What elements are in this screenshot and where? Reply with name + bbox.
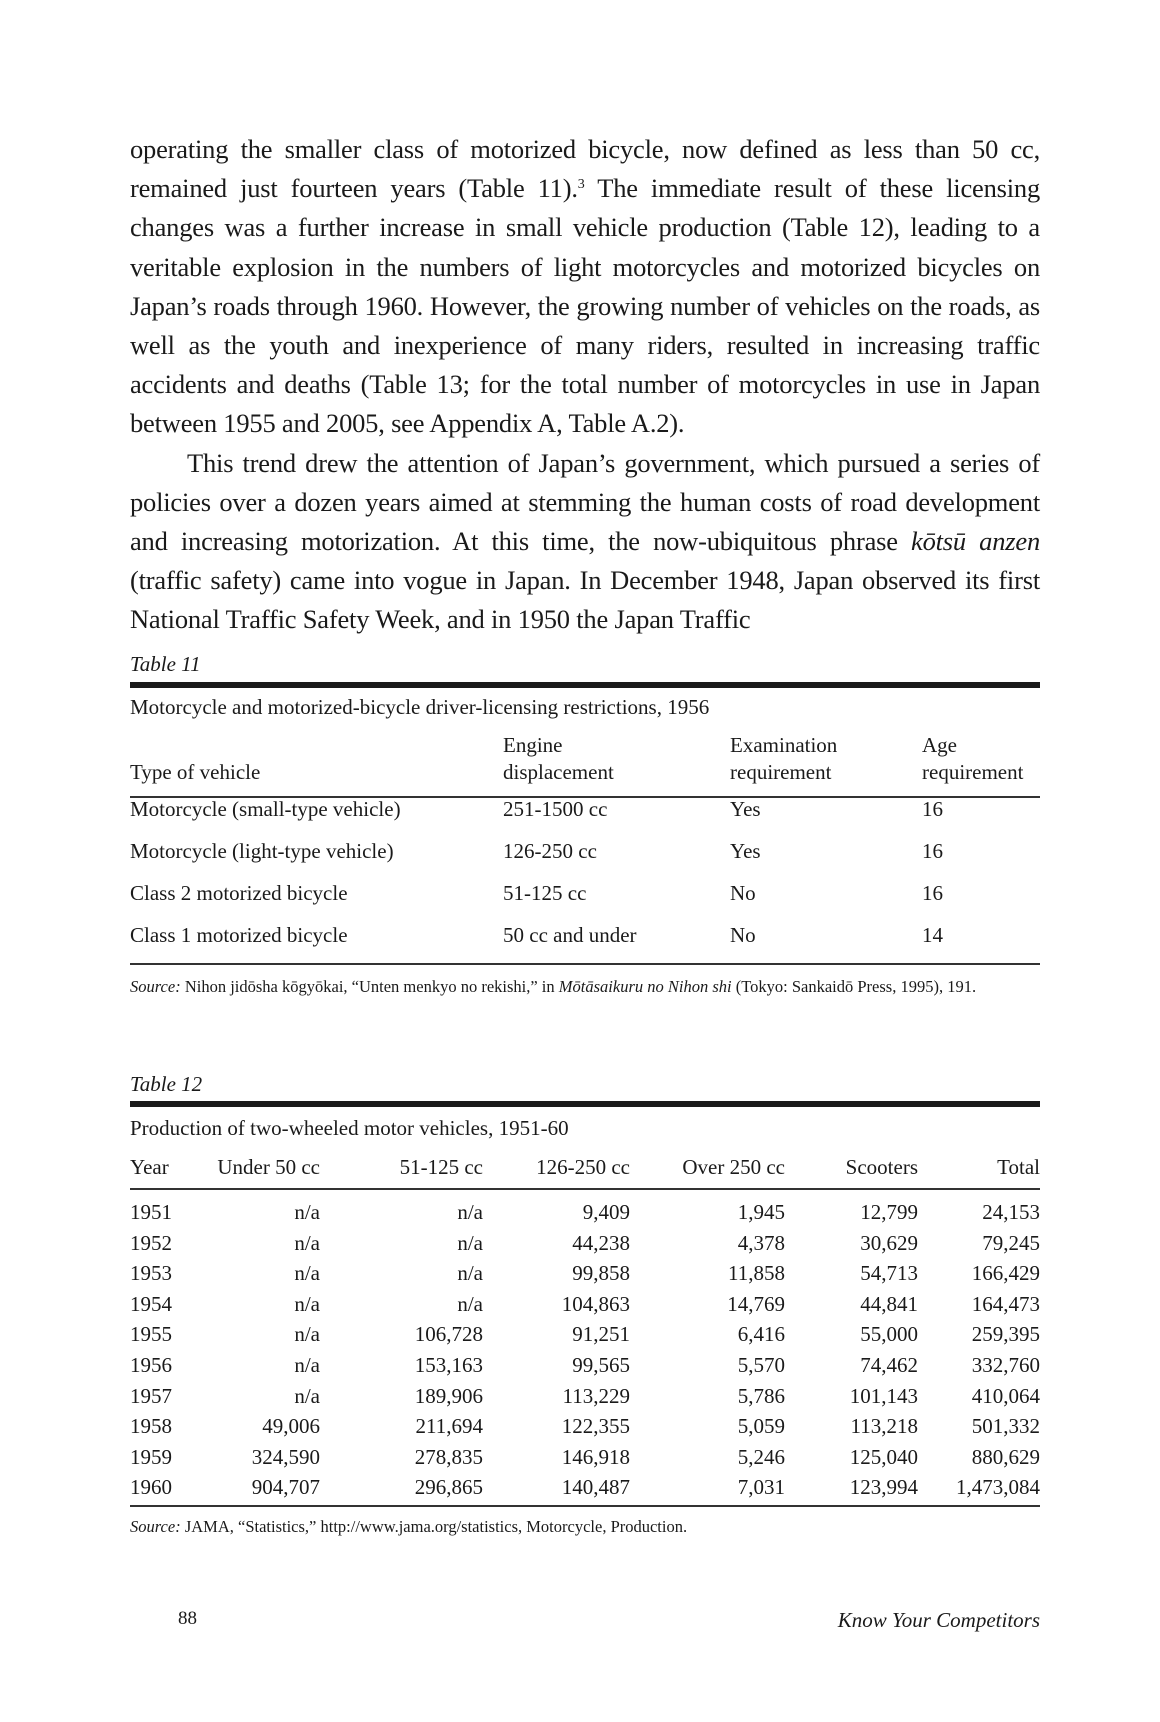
value-cell: n/a bbox=[457, 1230, 483, 1255]
value-cell: 332,760 bbox=[971, 1353, 1040, 1377]
running-title: Know Your Competitors bbox=[837, 1608, 1040, 1632]
paragraph-2: This trend drew the attention of Japan’s government, which pursued a series of policies over a dozen years aimed at stemming the human costs of road development and increasing motorization. At this time, the now-ubiquitous phrase kōtsū anzen (traffic safety) came into vogue in Japan. In December 1948, Japan observed its first National Traffic Safety Week, and in 1950 the Japan Traffic bbox=[130, 447, 1041, 635]
table-12-label: Table 12 bbox=[130, 1072, 203, 1096]
header-exam-line2: requirement bbox=[730, 760, 832, 784]
year-cell: 1955 bbox=[130, 1322, 172, 1347]
table-11-source: Source: Nihon jidōsha kōgyōkai, “Unten menkyo no rekishi,” in Mōtāsaikuru no Nihon shi (Tokyo: Sankaidō Press, 1995), 191. bbox=[130, 977, 977, 996]
table-11-cell: No bbox=[730, 923, 756, 947]
table-12-bottom-rule bbox=[130, 1505, 1040, 1507]
value-cell: n/a bbox=[294, 1383, 320, 1408]
value-cell: 122,355 bbox=[561, 1414, 630, 1439]
table-11-cell: 14 bbox=[922, 923, 943, 947]
value-cell: 106,728 bbox=[414, 1322, 483, 1347]
value-cell: 79,245 bbox=[982, 1230, 1040, 1255]
year-cell: 1958 bbox=[130, 1414, 172, 1439]
value-cell: 166,429 bbox=[971, 1261, 1040, 1286]
value-cell: n/a bbox=[457, 1261, 483, 1286]
table-12-column-header: 51-125 cc bbox=[399, 1155, 483, 1179]
value-cell: 164,473 bbox=[971, 1291, 1040, 1316]
header-engine-line1: Engine bbox=[503, 733, 563, 757]
year-cell: 1956 bbox=[130, 1353, 172, 1377]
table-12-source: Source: JAMA, “Statistics,” http://www.jama.org/statistics, Motorcycle, Production. bbox=[130, 1517, 688, 1536]
header-engine-line2: displacement bbox=[503, 760, 614, 784]
value-cell: 91,251 bbox=[572, 1322, 630, 1347]
value-cell: 211,694 bbox=[415, 1414, 483, 1439]
table-12-column-header: Year bbox=[130, 1155, 169, 1179]
table-12-top-rule bbox=[130, 1101, 1040, 1107]
value-cell: 44,238 bbox=[572, 1230, 630, 1255]
value-cell: 296,865 bbox=[414, 1475, 483, 1500]
table-11-cell: 251-1500 cc bbox=[503, 797, 608, 821]
value-cell: 146,918 bbox=[561, 1444, 630, 1469]
footnote-reference[interactable]: 3 bbox=[577, 177, 585, 193]
value-cell: 99,858 bbox=[572, 1261, 630, 1286]
value-cell: 12,799 bbox=[860, 1200, 918, 1224]
table-11-cell: Yes bbox=[730, 839, 761, 863]
value-cell: 880,629 bbox=[971, 1444, 1040, 1469]
value-cell: 501,332 bbox=[971, 1414, 1040, 1439]
value-cell: 54,713 bbox=[860, 1261, 918, 1286]
table-11-cell: 51-125 cc bbox=[503, 881, 587, 905]
table-11-cell: 126-250 cc bbox=[503, 839, 597, 863]
value-cell: 11,858 bbox=[728, 1261, 785, 1286]
page-number: 88 bbox=[178, 1608, 197, 1629]
table-11-bottom-rule bbox=[130, 963, 1040, 965]
year-cell: 1951 bbox=[130, 1200, 172, 1224]
table-11-cell: Class 1 motorized bicycle bbox=[130, 923, 348, 947]
value-cell: 44,841 bbox=[860, 1291, 918, 1316]
table-12-column-header: Over 250 cc bbox=[682, 1155, 785, 1179]
value-cell: 6,416 bbox=[737, 1322, 785, 1347]
header-age-line1: Age bbox=[922, 733, 957, 757]
value-cell: n/a bbox=[457, 1291, 483, 1316]
year-cell: 1957 bbox=[130, 1383, 172, 1408]
italic-term: kōtsū anzen bbox=[911, 526, 1041, 557]
header-exam-line1: Examination bbox=[730, 733, 838, 757]
value-cell: 1,945 bbox=[737, 1200, 785, 1224]
value-cell: n/a bbox=[294, 1291, 320, 1316]
table-12-column-header: Scooters bbox=[845, 1155, 918, 1179]
paragraph-1: operating the smaller class of motorized bicycle, now defined as less than 50 cc, remained just fourteen years (Table 11).$^3$ The immediate result of these licensing changes was a further increase in small vehicle production (Table 12), leading to a veritable explosion in the numbers of light motorcycles and motorized bicycles on Japan’s roads through 1960. However, the growing number of vehicles on the roads, as well as the youth and inexperience of many riders, resulted in increasing traffic accidents and deaths (Table 13; for the total number of motorcycles in use in Japan between 1955 and 2005, see Appendix A, Table A.2). bbox=[130, 134, 1040, 439]
table-11-cell: 16 bbox=[922, 839, 943, 863]
table-11-cell: 50 cc and under bbox=[503, 923, 637, 947]
header-age-line2: requirement bbox=[922, 760, 1024, 784]
year-cell: 1959 bbox=[130, 1444, 172, 1469]
value-cell: 9,409 bbox=[582, 1200, 630, 1224]
table-11-cell: 16 bbox=[922, 797, 943, 821]
table-11-label: Table 11 bbox=[130, 652, 201, 676]
value-cell: 140,487 bbox=[561, 1475, 630, 1500]
value-cell: 74,462 bbox=[860, 1353, 918, 1377]
table-11-title: Motorcycle and motorized-bicycle driver-licensing restrictions, 1956 bbox=[130, 695, 710, 719]
value-cell: 113,218 bbox=[850, 1414, 918, 1439]
value-cell: 278,835 bbox=[414, 1444, 483, 1469]
value-cell: 55,000 bbox=[860, 1322, 918, 1347]
year-cell: 1952 bbox=[130, 1230, 172, 1255]
table-11-cell: Motorcycle (small-type vehicle) bbox=[130, 797, 401, 821]
value-cell: 24,153 bbox=[982, 1200, 1040, 1224]
header-type-of-vehicle: Type of vehicle bbox=[130, 760, 261, 784]
value-cell: 1,473,084 bbox=[956, 1475, 1040, 1500]
value-cell: 5,786 bbox=[737, 1383, 785, 1408]
value-cell: 101,143 bbox=[849, 1383, 918, 1408]
body-text bbox=[130, 130, 1040, 640]
value-cell: n/a bbox=[457, 1200, 483, 1224]
value-cell: 99,565 bbox=[572, 1353, 630, 1377]
table-12-column-header: Total bbox=[997, 1155, 1040, 1179]
table-11-cell: Class 2 motorized bicycle bbox=[130, 881, 348, 905]
value-cell: 324,590 bbox=[251, 1444, 320, 1469]
year-cell: 1953 bbox=[130, 1261, 172, 1286]
value-cell: 7,031 bbox=[737, 1475, 785, 1500]
value-cell: 4,378 bbox=[737, 1230, 785, 1255]
value-cell: n/a bbox=[294, 1200, 320, 1224]
value-cell: 49,006 bbox=[262, 1414, 320, 1439]
value-cell: 259,395 bbox=[971, 1322, 1040, 1347]
value-cell: 125,040 bbox=[849, 1444, 918, 1469]
table-12-title: Production of two-wheeled motor vehicles, 1951-60 bbox=[130, 1116, 569, 1140]
value-cell: 5,570 bbox=[737, 1353, 785, 1377]
table-11-cell: Yes bbox=[730, 797, 761, 821]
value-cell: 14,769 bbox=[727, 1291, 785, 1316]
table-11-cell: Motorcycle (light-type vehicle) bbox=[130, 839, 394, 863]
table-12-column-header: Under 50 cc bbox=[217, 1155, 320, 1179]
value-cell: n/a bbox=[294, 1322, 320, 1347]
table-11-cell: No bbox=[730, 881, 756, 905]
value-cell: 189,906 bbox=[414, 1383, 483, 1408]
value-cell: 153,163 bbox=[414, 1353, 483, 1377]
value-cell: 113,229 bbox=[562, 1383, 630, 1408]
table-12-column-header: 126-250 cc bbox=[536, 1155, 630, 1179]
value-cell: n/a bbox=[294, 1261, 320, 1286]
value-cell: 123,994 bbox=[849, 1475, 918, 1500]
value-cell: 5,246 bbox=[737, 1444, 785, 1469]
value-cell: 104,863 bbox=[561, 1291, 630, 1316]
value-cell: n/a bbox=[294, 1230, 320, 1255]
value-cell: 5,059 bbox=[737, 1414, 785, 1439]
year-cell: 1954 bbox=[130, 1291, 172, 1316]
table-11-top-rule bbox=[130, 682, 1040, 688]
value-cell: 30,629 bbox=[860, 1230, 918, 1255]
table-12-header-rule bbox=[130, 1188, 1040, 1190]
value-cell: 904,707 bbox=[251, 1475, 320, 1500]
table-11-cell: 16 bbox=[922, 881, 943, 905]
value-cell: n/a bbox=[294, 1353, 320, 1377]
value-cell: 410,064 bbox=[971, 1383, 1040, 1408]
year-cell: 1960 bbox=[130, 1475, 172, 1500]
